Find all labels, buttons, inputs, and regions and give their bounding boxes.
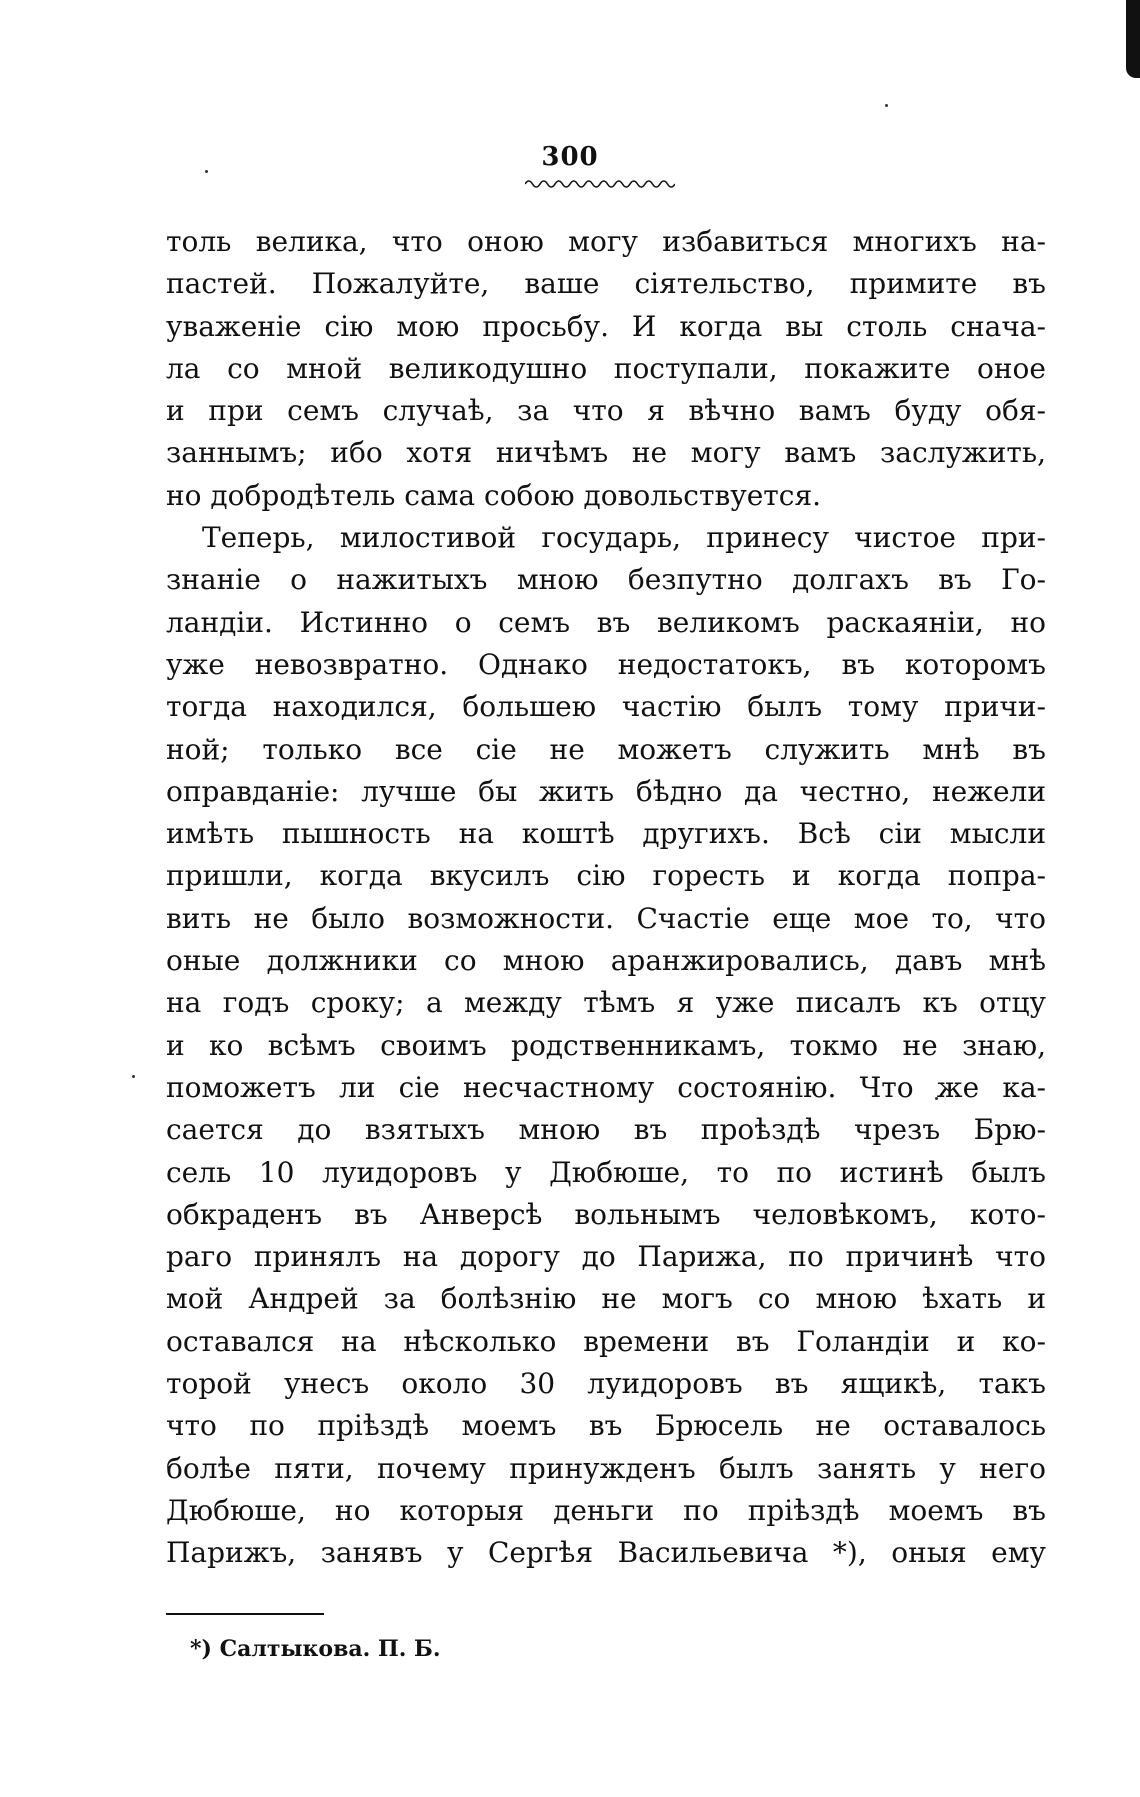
text-line: обкраденъ въ Анверсѣ вольнымъ человѣкомъ, кото- bbox=[166, 1197, 1046, 1231]
text-line: ландіи. Истинно о семъ въ великомъ раскаяніи, но bbox=[166, 605, 1046, 639]
text-line: уже невозвратно. Однако недостатокъ, въ которомъ bbox=[166, 647, 1046, 681]
text-line: тогда находился, большею частію былъ тому причи- bbox=[166, 690, 1046, 724]
text-line: заннымъ; ибо хотя ничѣмъ не могу вамъ заслужить, bbox=[166, 436, 1046, 470]
decorative-wave-rule bbox=[525, 178, 675, 190]
body-text bbox=[166, 221, 1046, 1575]
text-line: поможетъ ли сіе несчастному состоянію. Что же ка- bbox=[166, 1070, 1046, 1104]
text-line: и при семъ случаѣ, за что я вѣчно вамъ буду обя- bbox=[166, 394, 1046, 428]
text-line: ной; только все сіе не можетъ служить мнѣ въ bbox=[166, 732, 1046, 766]
text-line: оставался на нѣсколько времени въ Голандіи и ко- bbox=[166, 1324, 1046, 1358]
text-line: уваженіе сію мою просьбу. И когда вы столь снача- bbox=[166, 309, 1046, 343]
text-line: на годъ сроку; а между тѣмъ я уже писалъ къ отцу bbox=[166, 986, 1046, 1020]
page-number: 300 bbox=[541, 142, 599, 172]
footnote: *) Салтыкова. П. Б. bbox=[190, 1636, 441, 1662]
text-line: оные должники со мною аранжировались, давъ мнѣ bbox=[166, 944, 1046, 978]
text-line: раго принялъ на дорогу до Парижа, по причинѣ что bbox=[166, 1240, 1046, 1274]
scan-edge-mark bbox=[1126, 0, 1140, 78]
text-line: болѣе пяти, почему принужденъ былъ занять у него bbox=[166, 1451, 1046, 1485]
scan-speck bbox=[885, 104, 888, 107]
text-line: пришли, когда вкусилъ сію горесть и когда попра- bbox=[166, 859, 1046, 893]
text-line: оправданіе: лучше бы жить бѣдно да честно, нежели bbox=[166, 774, 1046, 808]
scan-speck bbox=[132, 1075, 135, 1078]
text-line: пастей. Пожалуйте, ваше сіятельство, примите въ bbox=[166, 267, 1046, 301]
text-line: Дюбюше, но которыя деньги по пріѣздѣ моемъ въ bbox=[166, 1493, 1046, 1527]
text-line: знаніе о нажитыхъ мною безпутно долгахъ въ Го- bbox=[166, 563, 1046, 597]
text-line: ла со мной великодушно поступали, покажите оное bbox=[166, 351, 1046, 385]
text-line: имѣть пышность на коштѣ другихъ. Всѣ сіи мысли bbox=[166, 817, 1046, 851]
text-line: вить не было возможности. Счастіе еще мое то, что bbox=[166, 901, 1046, 935]
text-line: мой Андрей за болѣзнію не могъ со мною ѣхать и bbox=[166, 1282, 1046, 1316]
text-line: сается до взятыхъ мною въ проѣздѣ чрезъ Брю- bbox=[166, 1113, 1046, 1147]
text-line: торой унесъ около 30 луидоровъ въ ящикѣ, такъ bbox=[166, 1367, 1046, 1401]
paragraph-start-line: Теперь, милостивой государь, принесу чистое при- bbox=[202, 521, 1046, 555]
text-line: Парижъ, занявъ у Сергѣя Васильевича *), оныя ему bbox=[166, 1536, 1046, 1570]
text-line: толь велика, что оною могу избавиться многихъ на- bbox=[166, 225, 1046, 258]
text-line: что по пріѣздѣ моемъ въ Брюсель не оставалось bbox=[166, 1409, 1046, 1443]
paragraph-end-line: но добродѣтель сама собою довольствуется. bbox=[166, 478, 822, 512]
footnote-rule bbox=[166, 1613, 324, 1615]
text-line: сель 10 луидоровъ у Дюбюше, то по истинѣ былъ bbox=[166, 1155, 1046, 1189]
text-line: и ко всѣмъ своимъ родственникамъ, токмо не знаю, bbox=[166, 1028, 1046, 1062]
